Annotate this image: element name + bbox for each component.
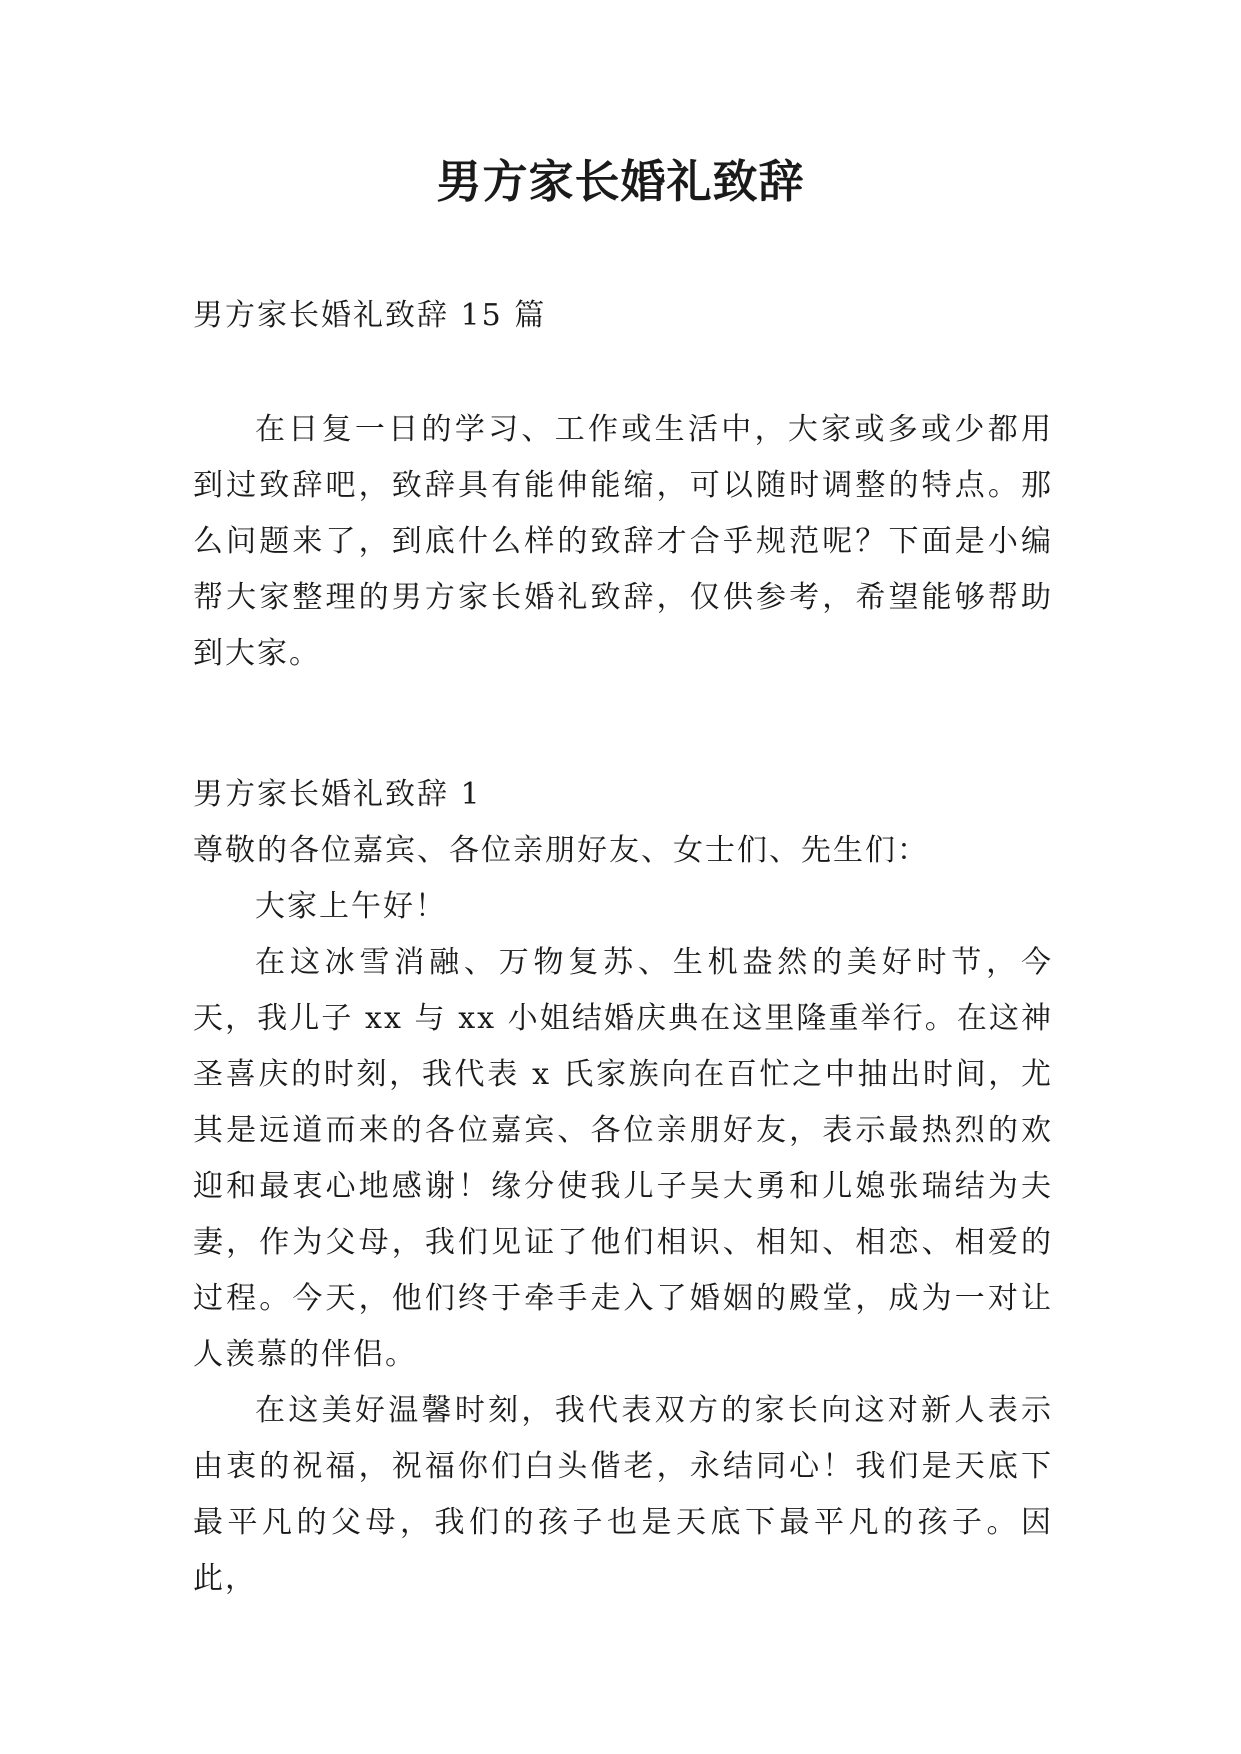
salutation: 尊敬的各位嘉宾、各位亲朋好友、女士们、先生们： bbox=[193, 833, 929, 868]
section-heading bbox=[193, 767, 1053, 823]
speech-body bbox=[193, 823, 1053, 1607]
intro-paragraph bbox=[193, 402, 1053, 682]
greeting: 大家上午好！ bbox=[255, 889, 447, 924]
document-subtitle bbox=[193, 288, 1053, 344]
section-heading-text: 男方家长婚礼致辞 1 bbox=[193, 777, 482, 812]
speech-paragraph-1: 在这冰雪消融、万物复苏、生机盎然的美好时节，今天，我儿子 xx 与 xx 小姐结婚庆典在这里隆重举行。在这神圣喜庆的时刻，我代表 x 氏家族向在百忙之中抽出时间，尤其是远道而来的各位嘉宾、各位亲朋好友，表示最热烈的欢迎和最衷心地感谢！缘分使我儿子吴大勇和儿媳张瑞结为夫妻，作为父母，我们见证了他们相识、相知、相恋、相爱的过程。今天，他们终于牵手走入了婚姻的殿堂，成为一对让人羡慕的伴侣。 bbox=[193, 945, 1053, 1372]
intro-text: 在日复一日的学习、工作或生活中，大家或多或少都用到过致辞吧，致辞具有能伸能缩，可以随时调整的特点。那么问题来了，到底什么样的致辞才合乎规范呢？下面是小编帮大家整理的男方家长婚礼致辞，仅供参考，希望能够帮助到大家。 bbox=[193, 412, 1053, 671]
speech-paragraph-2: 在这美好温馨时刻，我代表双方的家长向这对新人表示由衷的祝福，祝福你们白头偕老，永结同心！我们是天底下最平凡的父母，我们的孩子也是天底下最平凡的孩子。因此， bbox=[193, 1393, 1053, 1596]
subtitle-text: 男方家长婚礼致辞 15 篇 bbox=[193, 298, 547, 333]
document-title: 男方家长婚礼致辞 bbox=[436, 155, 805, 208]
